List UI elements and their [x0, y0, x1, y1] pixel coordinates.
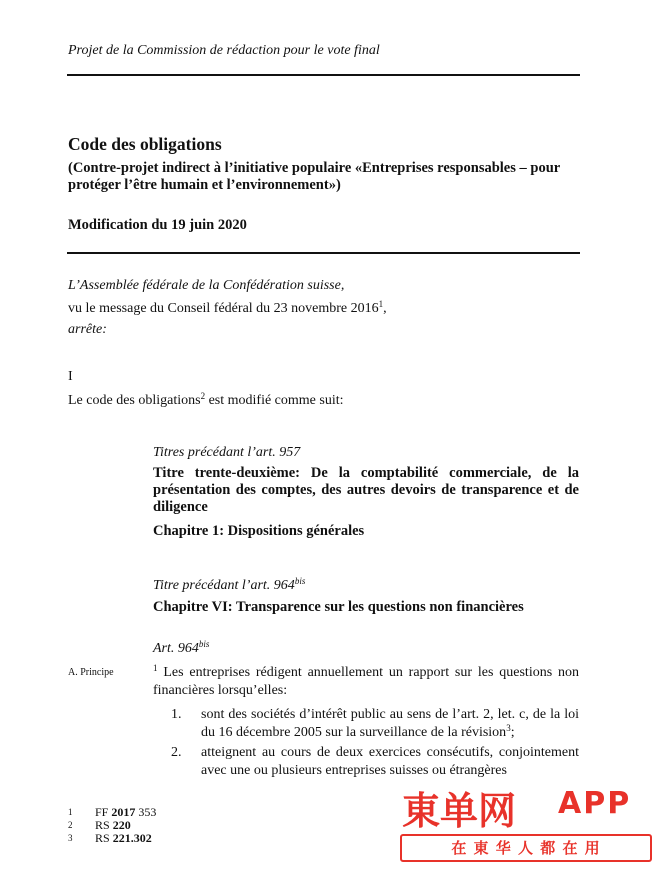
section-intro-text: Le code des obligations	[68, 393, 201, 408]
list-item	[201, 706, 579, 742]
list-item-text: sont des sociétés d’intérêt public au sens de l’art. 2, let. c, de la loi du 16 décembre 2005 sur la surveillance de la révision	[201, 707, 579, 740]
article-label-text: Art. 964	[153, 641, 199, 656]
footnote-number: 3	[68, 833, 73, 843]
title-reference-sup: bis	[294, 576, 306, 586]
footnote-number: 2	[68, 820, 73, 830]
section-intro	[68, 392, 344, 410]
list-item	[201, 744, 579, 780]
header-divider	[67, 74, 580, 76]
watermark-brand: 東单网	[402, 789, 517, 833]
footnotes	[0, 806, 300, 846]
list-item-text: atteignent au cours de deux exercices consécutifs, conjointement avec une ou plusieurs entreprises suisses ou étrangères	[201, 745, 579, 778]
preamble-assembly: L’Assemblée fédérale de la Confédération suisse,	[68, 278, 345, 293]
running-header: Projet de la Commission de rédaction pour le vote final	[68, 43, 380, 58]
article-label	[153, 640, 579, 658]
footnote-ref-3[interactable]: 3	[506, 723, 511, 733]
watermark-app: APP	[558, 786, 632, 821]
footnote-text: RS 221.302	[95, 831, 152, 845]
section-numeral: I	[68, 369, 73, 384]
document-subtitle: (Contre-projet indirect à l’initiative populaire «Entreprises responsables – pour protéger l’être humain et l’environnement»)	[68, 160, 560, 193]
title-thirty-second: Titre trente-deuxième: De la comptabilité commerciale, de la présentation des comptes, des autres devoirs de transparence et de diligence	[153, 465, 579, 515]
footnote-row	[0, 806, 300, 819]
section-intro-end: est modifié comme suit:	[205, 393, 344, 408]
title-reference-text: Titre précédant l’art. 964	[153, 578, 295, 593]
preamble-message-end: ,	[383, 301, 387, 316]
watermark-logo	[398, 780, 656, 866]
footnote-ref-2[interactable]: 2	[200, 391, 206, 401]
article-label-sup: bis	[198, 639, 210, 649]
paragraph-text: Les entreprises rédigent annuellement un rapport sur les questions non financières lorsqu’elles:	[153, 665, 579, 698]
titles-reference: Titres précédant l’art. 957	[153, 445, 301, 460]
list-item-end: ;	[510, 725, 515, 740]
list-item-number: 1.	[171, 707, 182, 722]
article-paragraph	[153, 664, 579, 700]
chapter-six-title: Chapitre VI: Transparence sur les questions non financières	[153, 599, 524, 615]
title-reference	[153, 577, 579, 595]
title-divider	[67, 252, 580, 254]
preamble-arrete: arrête:	[68, 322, 107, 337]
paragraph-number: 1	[153, 663, 158, 673]
chapter-one-title: Chapitre 1: Dispositions générales	[153, 523, 365, 539]
footnote-row	[0, 832, 300, 845]
watermark-slogan: 在 東 华 人 都 在 用	[451, 839, 601, 857]
document-title: Code des obligations	[68, 134, 222, 154]
footnote-number: 1	[68, 807, 73, 817]
preamble-message-text: vu le message du Conseil fédéral du 23 novembre 2016	[68, 301, 379, 316]
footnote-text: RS 220	[95, 818, 131, 832]
footnote-text: FF 2017 353	[95, 805, 157, 819]
list-item-number: 2.	[171, 745, 182, 760]
preamble-message	[68, 300, 387, 318]
margin-note: A. Principe	[68, 667, 114, 678]
modification-date: Modification du 19 juin 2020	[68, 217, 247, 233]
footnote-ref-1[interactable]: 1	[378, 299, 384, 309]
watermark-slogan-box	[400, 834, 652, 862]
